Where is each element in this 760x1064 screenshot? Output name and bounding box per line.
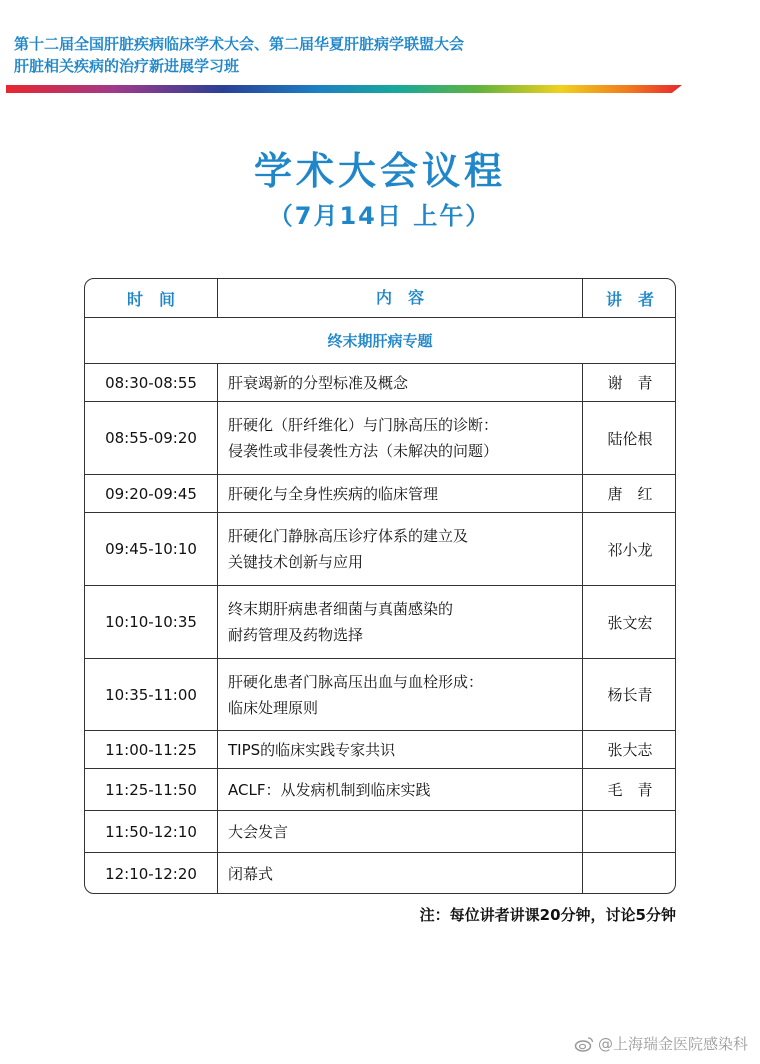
session-topic-line: 大会发言 bbox=[228, 822, 289, 841]
session-speaker bbox=[582, 811, 676, 852]
session-speaker: 祁小龙 bbox=[582, 513, 676, 585]
session-topic bbox=[217, 769, 582, 810]
session-speaker: 谢 青 bbox=[582, 364, 676, 401]
session-topic-line: 肝硬化患者门脉高压出血与血栓形成： bbox=[228, 672, 484, 691]
session-speaker: 张文宏 bbox=[582, 586, 676, 658]
session-topic-line: 肝硬化与全身性疾病的临床管理 bbox=[228, 484, 439, 503]
table-header-row bbox=[85, 279, 675, 317]
conference-title-line-2: 肝脏相关疾病的治疗新进展学习班 bbox=[14, 57, 240, 75]
session-topic-line: 临床处理原则 bbox=[228, 698, 319, 717]
table-row bbox=[85, 401, 675, 474]
session-speaker: 张大志 bbox=[582, 731, 676, 768]
table-row bbox=[85, 512, 675, 585]
session-topic-line: 肝硬化门静脉高压诊疗体系的建立及 bbox=[228, 527, 469, 545]
session-time: 10:35-11:00 bbox=[105, 685, 197, 704]
session-time: 09:45-10:10 bbox=[105, 540, 197, 558]
session-topic bbox=[217, 364, 582, 401]
session-topic bbox=[217, 853, 582, 894]
conference-title-line-1: 第十二届全国肝脏疾病临床学术大会、第二届华夏肝脏病学联盟大会 bbox=[14, 35, 465, 53]
section-title: 终末期肝病专题 bbox=[327, 332, 433, 350]
table-row bbox=[85, 852, 675, 894]
session-topic bbox=[217, 811, 582, 852]
watermark bbox=[574, 1033, 748, 1054]
session-speaker: 陆伦根 bbox=[582, 402, 676, 474]
agenda-table bbox=[84, 278, 676, 894]
session-topic-line: 关键技术创新与应用 bbox=[228, 553, 364, 571]
session-speaker: 杨长青 bbox=[582, 659, 676, 730]
table-row bbox=[85, 658, 675, 730]
section-row bbox=[85, 317, 675, 363]
table-row bbox=[85, 474, 675, 512]
session-time: 09:20-09:45 bbox=[105, 484, 197, 503]
session-topic-line: 耐药管理及药物选择 bbox=[228, 626, 364, 644]
footnote: 注：每位讲者讲课20分钟，讨论5分钟 bbox=[419, 906, 676, 924]
page-subtitle: （7月14日 上午） bbox=[268, 202, 492, 230]
page-title: 学术大会议程 bbox=[253, 149, 506, 193]
session-topic-line: ACLF：从发病机制到临床实践 bbox=[228, 780, 431, 799]
session-topic bbox=[217, 513, 582, 585]
column-header-content: 内 容 bbox=[217, 279, 582, 317]
session-topic bbox=[217, 475, 582, 512]
table-row bbox=[85, 363, 675, 401]
session-topic bbox=[217, 402, 582, 474]
session-topic bbox=[217, 731, 582, 768]
session-time: 11:00-11:25 bbox=[105, 740, 197, 759]
column-header-speaker: 讲 者 bbox=[582, 279, 676, 317]
session-time: 08:55-09:20 bbox=[105, 429, 197, 447]
session-topic-line: 终末期肝病患者细菌与真菌感染的 bbox=[228, 600, 454, 618]
session-time: 12:10-12:20 bbox=[105, 864, 197, 883]
session-time: 11:50-12:10 bbox=[105, 822, 197, 841]
session-topic-line: 侵袭性或非侵袭性方法（未解决的问题） bbox=[228, 442, 499, 460]
rainbow-divider bbox=[6, 85, 682, 93]
session-topic-line: 肝硬化（肝纤维化）与门脉高压的诊断： bbox=[228, 416, 499, 434]
table-row bbox=[85, 810, 675, 852]
session-topic-line: TIPS的临床实践专家共识 bbox=[228, 740, 396, 759]
session-speaker bbox=[582, 853, 676, 894]
session-time: 10:10-10:35 bbox=[105, 613, 197, 631]
watermark-text: @上海瑞金医院感染科 bbox=[597, 1035, 748, 1053]
session-topic-line: 肝衰竭新的分型标准及概念 bbox=[228, 373, 409, 392]
weibo-icon bbox=[574, 1036, 594, 1052]
session-topic bbox=[217, 586, 582, 658]
table-row bbox=[85, 730, 675, 768]
session-speaker: 毛 青 bbox=[582, 769, 676, 810]
session-speaker: 唐 红 bbox=[582, 475, 676, 512]
column-header-time: 时 间 bbox=[126, 289, 175, 309]
table-row bbox=[85, 585, 675, 658]
session-topic-line: 闭幕式 bbox=[228, 864, 274, 883]
table-row bbox=[85, 768, 675, 810]
session-time: 11:25-11:50 bbox=[105, 780, 197, 799]
session-topic bbox=[217, 659, 582, 730]
session-time: 08:30-08:55 bbox=[105, 373, 197, 392]
